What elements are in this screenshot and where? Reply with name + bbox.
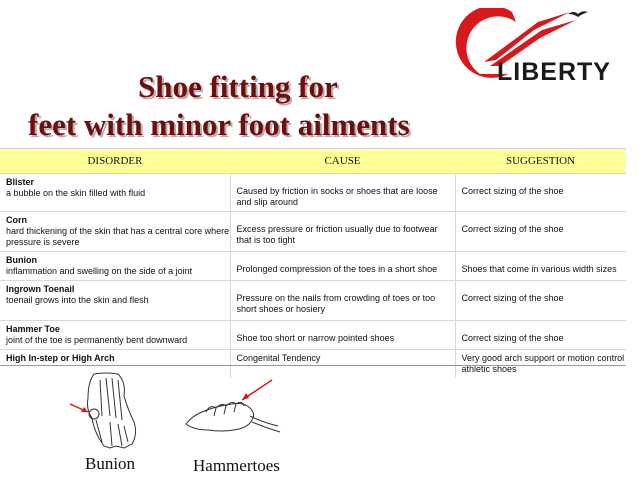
disorder-cell [0,281,230,321]
table-bottom-rule [0,365,626,366]
disorder-cell [0,174,230,212]
cause-cell [230,281,455,321]
table-row [0,321,626,350]
suggestion-text: Very good arch support or motion control athletic shoes [461,353,625,374]
cause-text: Caused by friction in socks or shoes that are loose and slip around [236,186,438,207]
ailments-table [0,148,626,378]
table-row [0,252,626,281]
cause-cell [230,212,455,252]
brand-name: LIBERTY [497,58,611,86]
suggestion-cell [455,212,626,252]
cause-text: Pressure on the nails from crowding of toes or too short shoes or hosiery [236,293,436,314]
page-title [0,68,638,144]
suggestion-cell [455,174,626,212]
disorder-desc: hard thickening of the skin that has a central core where pressure is severe [6,226,230,247]
disorder-name: Bunion [6,255,37,265]
bunion-foot-illustration [66,370,156,452]
suggestion-text: Correct sizing of the shoe [461,224,564,234]
cause-cell [230,321,455,350]
disorder-desc: a bubble on the skin filled with fluid [6,188,146,198]
hammertoe-foot-illustration [182,376,282,438]
cause-cell [230,252,455,281]
table-row [0,281,626,321]
table-row [0,212,626,252]
cause-text: Prolonged compression of the toes in a short shoe [236,264,438,274]
suggestion-text: Shoes that come in various width sizes [461,264,617,274]
disorder-cell [0,212,230,252]
disorder-desc: inflammation and swelling on the side of a joint [6,266,193,276]
header-cause: CAUSE [230,149,455,174]
bunion-caption: Bunion [85,454,136,473]
suggestion-text: Correct sizing of the shoe [461,293,564,303]
disorder-cell [0,252,230,281]
suggestion-text: Correct sizing of the shoe [461,333,564,343]
disorder-name: Corn [6,215,27,225]
header-disorder: DISORDER [0,149,230,174]
suggestion-cell [455,321,626,350]
cause-text: Excess pressure or friction usually due to footwear that is too tight [236,224,438,245]
disorder-name: Blister [6,177,35,187]
suggestion-cell [455,252,626,281]
table-header-row [0,149,626,174]
hammertoes-caption: Hammertoes [193,456,280,475]
title-line-1: Shoe fitting for [138,69,338,104]
table-row [0,174,626,212]
disorder-cell [0,321,230,350]
disorder-name: Hammer Toe [6,324,60,334]
cause-cell [230,174,455,212]
suggestion-cell [455,350,626,379]
header-suggestion: SUGGESTION [455,149,626,174]
disorder-desc: toenail grows into the skin and flesh [6,295,149,305]
title-line-2: feet with minor foot ailments [28,107,410,142]
suggestion-text: Correct sizing of the shoe [461,186,564,196]
disorder-name: Ingrown Toenail [6,284,75,294]
cause-cell [230,350,455,379]
cause-text: Shoe too short or narrow pointed shoes [236,333,395,343]
suggestion-cell [455,281,626,321]
disorder-name: High In-step or High Arch [6,353,115,363]
cause-text: Congenital Tendency [236,353,321,363]
disorder-desc: joint of the toe is permanently bent downward [6,335,188,345]
